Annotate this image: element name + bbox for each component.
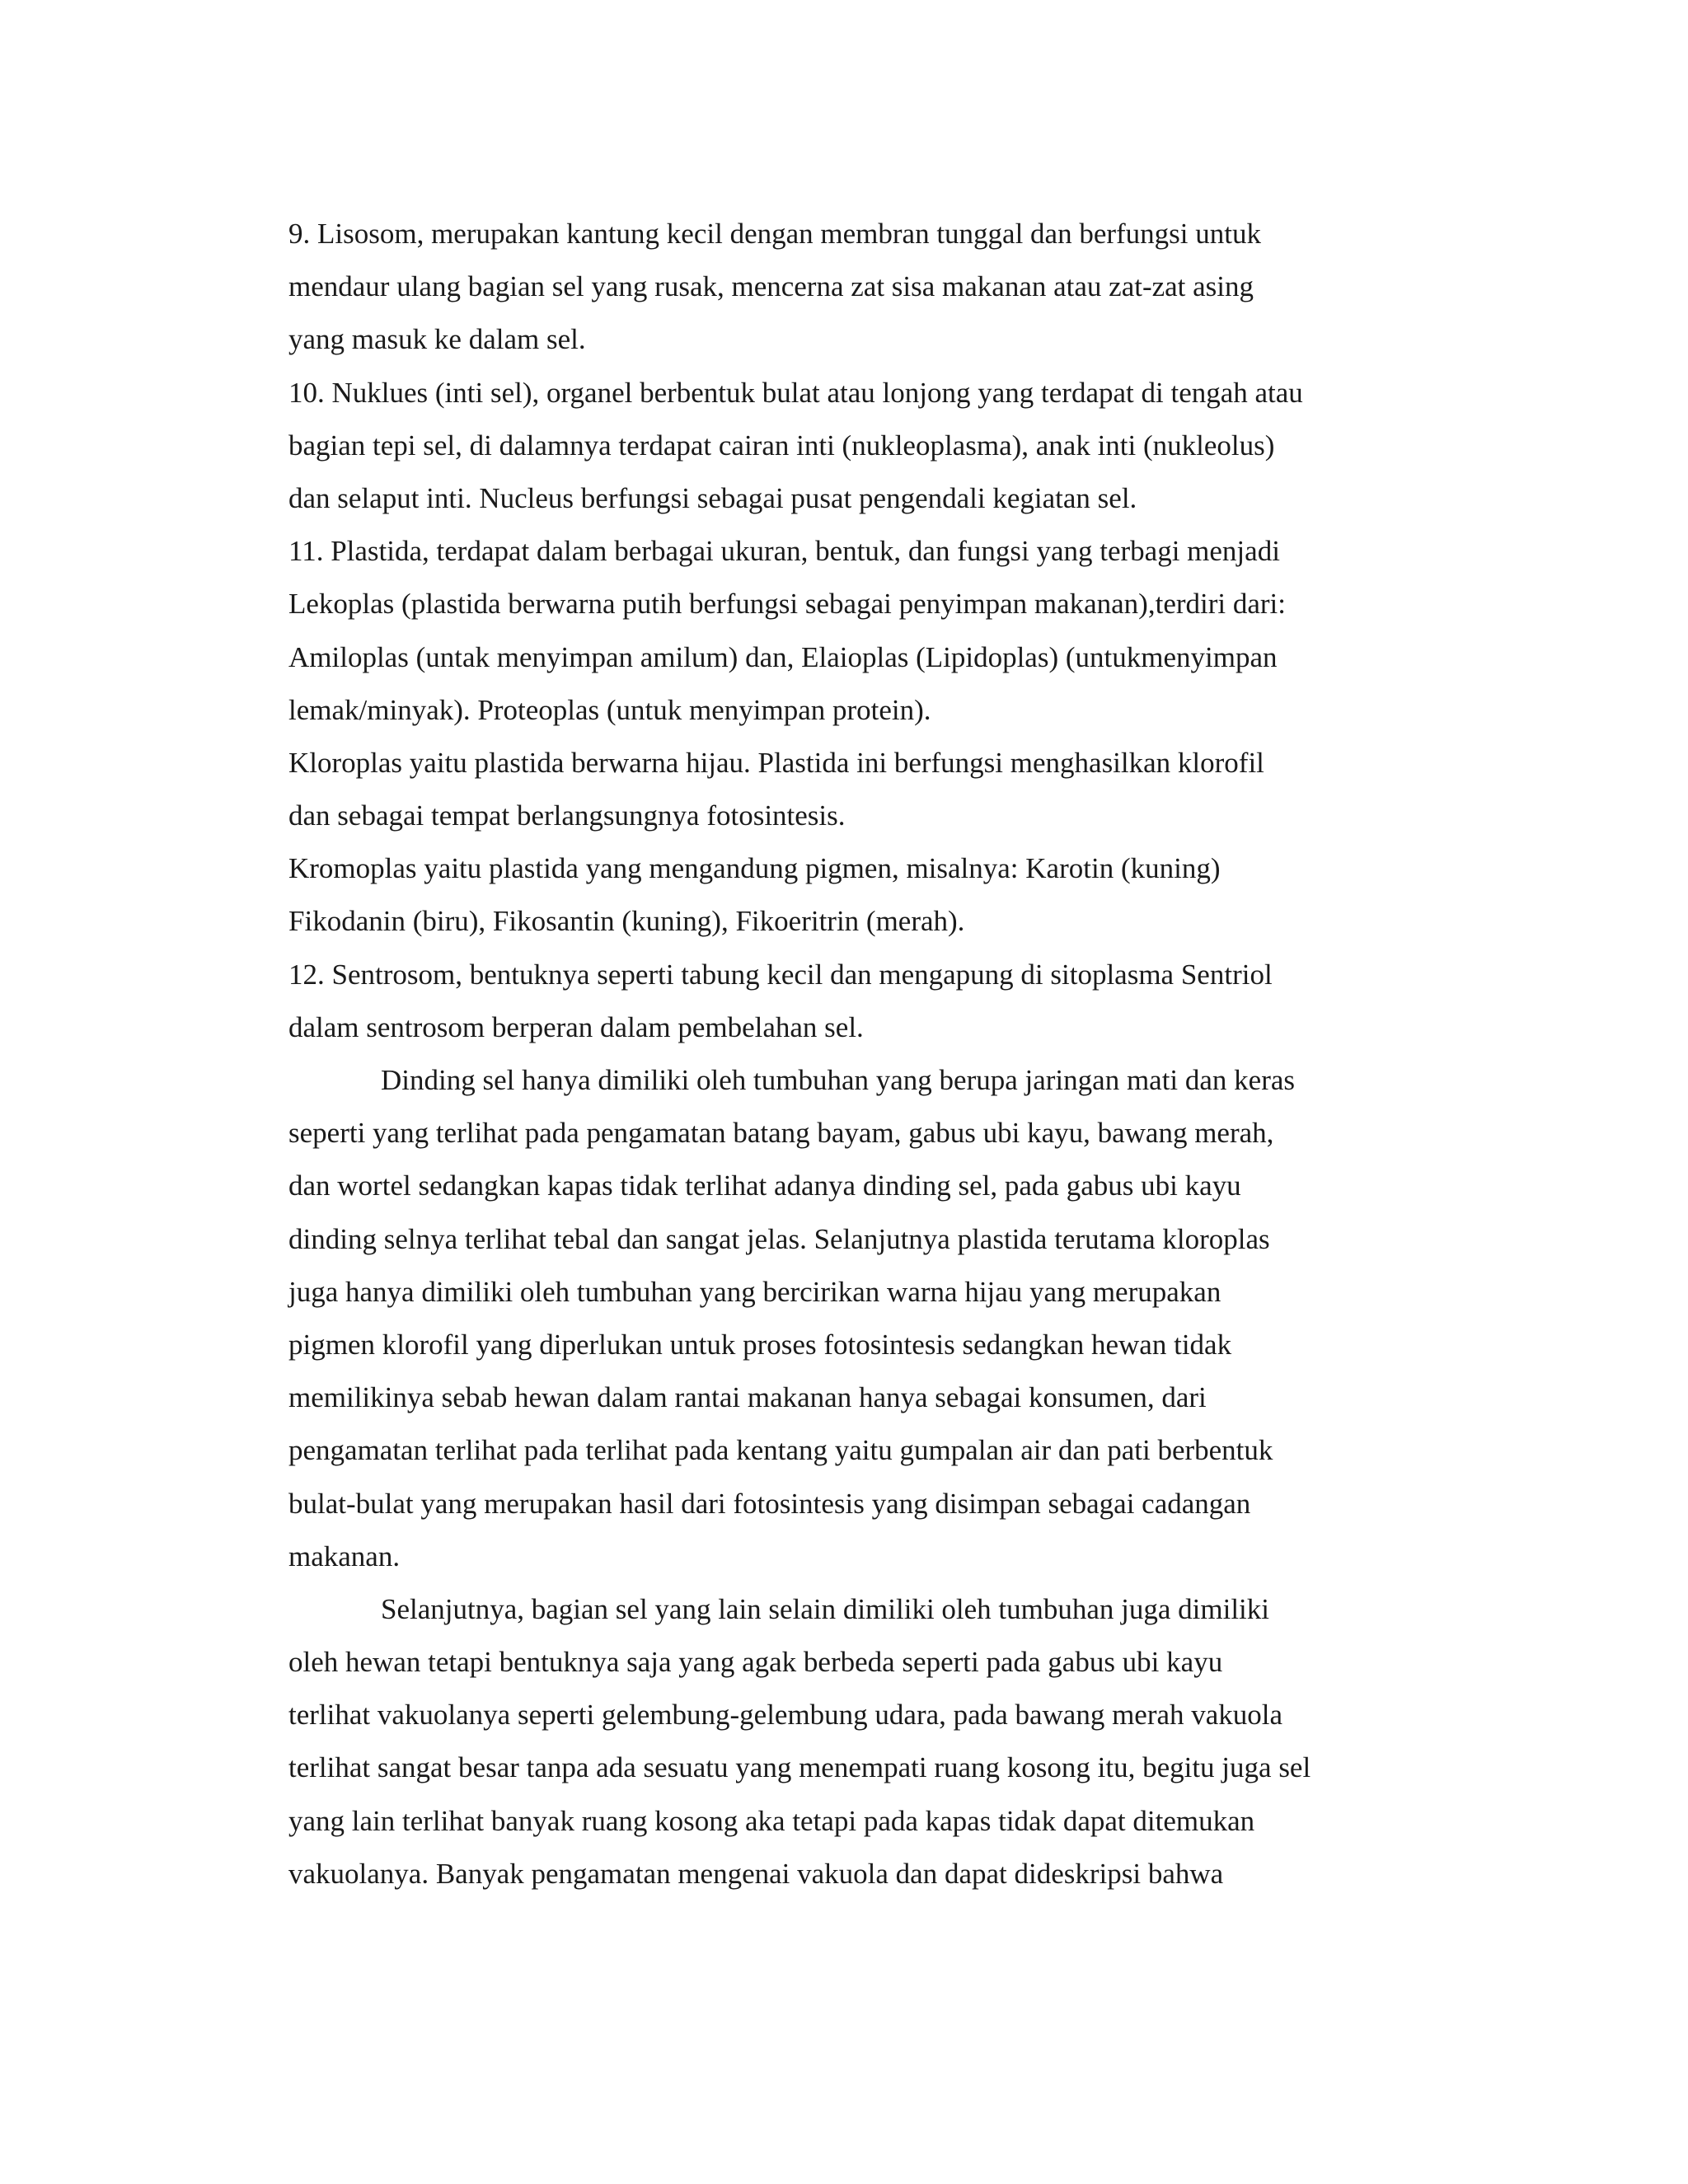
text-line: bulat-bulat yang merupakan hasil dari fotosintesis yang disimpan sebagai cadangan bbox=[288, 1487, 1251, 1520]
text-line: makanan. bbox=[288, 1540, 401, 1572]
paragraph-start-selanjutnya: Selanjutnya, bagian sel yang lain selain dimiliki oleh tumbuhan juga dimiliki bbox=[381, 1592, 1270, 1625]
text-line: pengamatan terlihat pada terlihat pada kentang yaitu gumpalan air dan pati berbentuk bbox=[288, 1434, 1273, 1467]
text-line: terlihat sangat besar tanpa ada sesuatu yang menempati ruang kosong itu, begitu juga sel bbox=[288, 1751, 1311, 1784]
text-line: dan wortel sedangkan kapas tidak terlihat adanya dinding sel, pada gabus ubi kayu bbox=[288, 1169, 1241, 1202]
text-line: oleh hewan tetapi bentuknya saja yang agak berbeda seperti pada gabus ubi kayu bbox=[288, 1646, 1223, 1679]
text-line-sentrosom: 12. Sentrosom, bentuknya seperti tabung kecil dan mengapung di sitoplasma Sentriol bbox=[288, 958, 1273, 991]
text-line: dinding selnya terlihat tebal dan sangat jelas. Selanjutnya plastida terutama kloroplas bbox=[288, 1222, 1270, 1255]
text-line: terlihat vakuolanya seperti gelembung-gelembung udara, pada bawang merah vakuola bbox=[288, 1699, 1283, 1732]
text-line: yang lain terlihat banyak ruang kosong aka tetapi pada kapas tidak dapat ditemukan bbox=[288, 1804, 1255, 1837]
text-line: seperti yang terlihat pada pengamatan batang bayam, gabus ubi kayu, bawang merah, bbox=[288, 1117, 1274, 1150]
text-line: dalam sentrosom berperan dalam pembelahan sel. bbox=[288, 1010, 864, 1043]
text-line: lemak/minyak). Proteoplas (untuk menyimpan protein). bbox=[288, 693, 931, 726]
text-line-kromoplas: Kromoplas yaitu plastida yang mengandung pigmen, misalnya: Karotin (kuning) bbox=[288, 852, 1221, 885]
text-line: Lekoplas (plastida berwarna putih berfungsi sebagai penyimpan makanan),terdiri dari: bbox=[288, 588, 1286, 621]
text-line: Amiloplas (untak menyimpan amilum) dan, Elaioplas (Lipidoplas) (untukmenyimpan bbox=[288, 640, 1278, 673]
text-line-kloroplas: Kloroplas yaitu plastida berwarna hijau. Plastida ini berfungsi menghasilkan klorofil bbox=[288, 746, 1264, 779]
text-line: Fikodanin (biru), Fikosantin (kuning), Fikoeritrin (merah). bbox=[288, 905, 965, 938]
text-line: vakuolanya. Banyak pengamatan mengenai vakuola dan dapat dideskripsi bahwa bbox=[288, 1857, 1224, 1890]
text-line: pigmen klorofil yang diperlukan untuk proses fotosintesis sedangkan hewan tidak bbox=[288, 1328, 1232, 1361]
document-body bbox=[288, 208, 1442, 1900]
text-line-nukleus: 10. Nuklues (inti sel), organel berbentuk bulat atau lonjong yang terdapat di tengah atau bbox=[288, 376, 1303, 409]
text-line: juga hanya dimiliki oleh tumbuhan yang bercirikan warna hijau yang merupakan bbox=[288, 1275, 1221, 1308]
text-line: dan sebagai tempat berlangsungnya fotosintesis. bbox=[288, 799, 846, 832]
paragraph-start-dinding-sel: Dinding sel hanya dimiliki oleh tumbuhan yang berupa jaringan mati dan keras bbox=[381, 1064, 1296, 1096]
text-line-plastida: 11. Plastida, terdapat dalam berbagai ukuran, bentuk, dan fungsi yang terbagi menjadi bbox=[288, 535, 1280, 568]
text-line: yang masuk ke dalam sel. bbox=[288, 323, 586, 356]
text-line: memilikinya sebab hewan dalam rantai makanan hanya sebagai konsumen, dari bbox=[288, 1381, 1207, 1414]
text-line: dan selaput inti. Nucleus berfungsi sebagai pusat pengendali kegiatan sel. bbox=[288, 481, 1137, 514]
text-line: bagian tepi sel, di dalamnya terdapat cairan inti (nukleoplasma), anak inti (nukleolus) bbox=[288, 429, 1275, 462]
text-line: mendaur ulang bagian sel yang rusak, mencerna zat sisa makanan atau zat-zat asing bbox=[288, 270, 1254, 303]
text-line-lisosom: 9. Lisosom, merupakan kantung kecil dengan membran tunggal dan berfungsi untuk bbox=[288, 218, 1262, 250]
